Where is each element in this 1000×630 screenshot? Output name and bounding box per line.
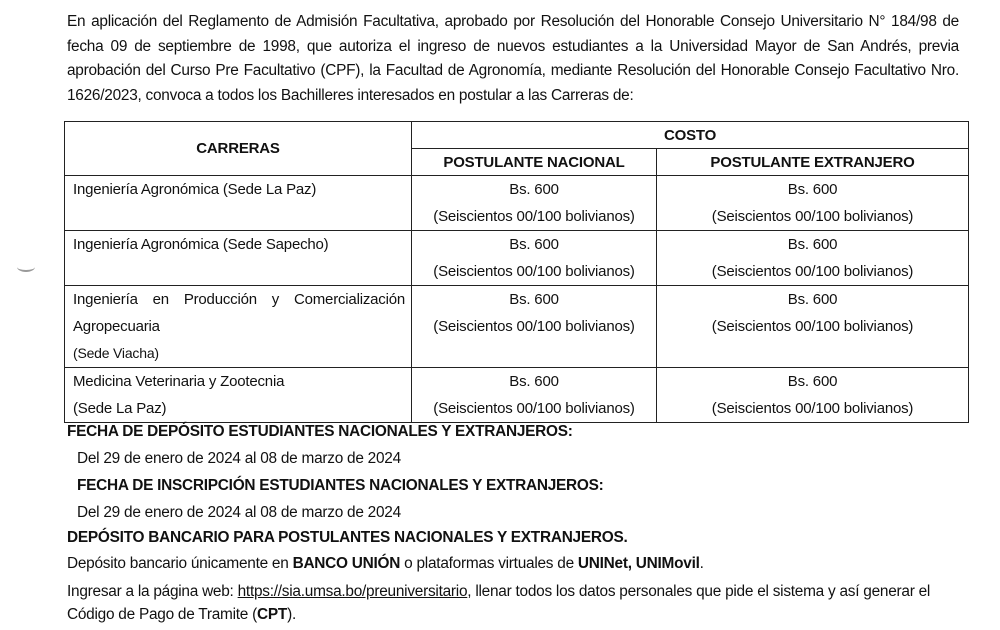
career-name: Medicina Veterinaria y Zootecnia (Sede La Paz)	[65, 368, 412, 423]
header-postulante-nacional: POSTULANTE NACIONAL	[412, 149, 657, 176]
inscripcion-heading: FECHA DE INSCRIPCIÓN ESTUDIANTES NACIONALES Y EXTRANJEROS:	[77, 477, 604, 494]
nacional-cost: Bs. 600 (Seiscientos 00/100 bolivianos)	[412, 176, 657, 231]
bank-name: BANCO UNIÓN	[292, 555, 401, 572]
preuniversitario-link[interactable]: https://sia.umsa.bo/preuniversitario	[237, 583, 468, 600]
career-name: Ingeniería en Producción y Comercialización Agropecuaria (Sede Viacha)	[65, 286, 412, 368]
header-postulante-extranjero: POSTULANTE EXTRANJERO	[657, 149, 969, 176]
platform-names: UNINet, UNIMovil	[577, 555, 700, 572]
table-row	[65, 286, 969, 368]
deposito-dates: Del 29 de enero de 2024 al 08 de marzo de 2024	[77, 450, 401, 467]
table-row	[65, 368, 969, 423]
extranjero-cost: Bs. 600 (Seiscientos 00/100 bolivianos)	[657, 368, 969, 423]
nacional-cost: Bs. 600 (Seiscientos 00/100 bolivianos)	[412, 368, 657, 423]
career-name: Ingeniería Agronómica (Sede Sapecho)	[65, 231, 412, 286]
table-row	[65, 231, 969, 286]
extranjero-cost: Bs. 600 (Seiscientos 00/100 bolivianos)	[657, 286, 969, 368]
bancario-line: Depósito bancario únicamente en BANCO UNIÓN o plataformas virtuales de UNINet, UNIMovil.	[67, 555, 704, 572]
inscripcion-dates: Del 29 de enero de 2024 al 08 de marzo de 2024	[77, 504, 401, 521]
costs-table	[64, 121, 969, 423]
deposito-heading: FECHA DE DEPÓSITO ESTUDIANTES NACIONALES Y EXTRANJEROS:	[67, 423, 573, 440]
extranjero-cost: Bs. 600 (Seiscientos 00/100 bolivianos)	[657, 231, 969, 286]
table-row	[65, 176, 969, 231]
bancario-heading: DEPÓSITO BANCARIO PARA POSTULANTES NACIONALES Y EXTRANJEROS.	[67, 529, 628, 546]
scan-mark	[17, 262, 35, 272]
nacional-cost: Bs. 600 (Seiscientos 00/100 bolivianos)	[412, 286, 657, 368]
nacional-cost: Bs. 600 (Seiscientos 00/100 bolivianos)	[412, 231, 657, 286]
header-costo: COSTO	[412, 122, 969, 149]
career-name: Ingeniería Agronómica (Sede La Paz)	[65, 176, 412, 231]
header-carreras: CARRERAS	[65, 122, 412, 176]
web-instructions: Ingresar a la página web: https://sia.umsa.bo/preuniversitario, llenar todos los datos personales que pide el sistema y así generar el Código de Pago de Tramite (CPT).	[67, 583, 931, 623]
extranjero-cost: Bs. 600 (Seiscientos 00/100 bolivianos)	[657, 176, 969, 231]
intro-paragraph: En aplicación del Reglamento de Admisión Facultativa, aprobado por Resolución del Honorable Consejo Universitario N° 184/98 de fecha 09 de septiembre de 1998, que autoriza el ingreso de nuevos estudiantes a la Universidad Mayor de San Andrés, previa aprobación del Curso Pre Facultativo (CPF), la Facultad de Agronomía, mediante Resolución del Honorable Consejo Facultativo Nro. 1626/2023, convoca a todos los Bachilleres interesados en postular a las Carreras de:	[67, 13, 959, 104]
